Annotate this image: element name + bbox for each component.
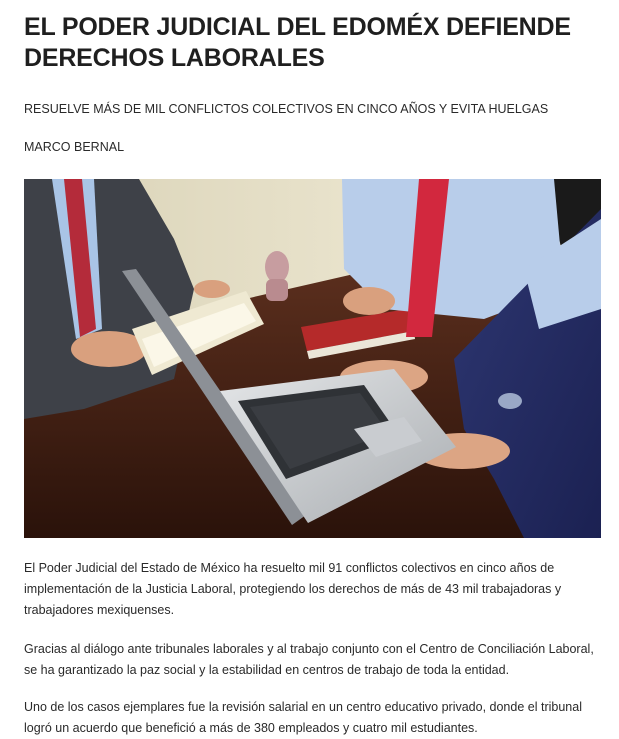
article-author: MARCO BERNAL <box>24 140 125 154</box>
article-body <box>24 558 601 739</box>
article-headline: EL PODER JUDICIAL DEL EDOMÉX DEFIENDE DERECHOS LABORALES <box>24 13 571 72</box>
article-paragraph: Uno de los casos ejemplares fue la revisión salarial en un centro educativo privado, donde el tribunal logró un acuerdo que benefició a más de 380 empleados y cuatro mil estudiantes. <box>24 700 582 735</box>
article-paragraph: Gracias al diálogo ante tribunales laborales y al trabajo conjunto con el Centro de Conciliación Laboral, se ha garantizado la paz social y la estabilidad en centros de trabajo de toda la entidad. <box>24 642 594 677</box>
article <box>24 0 601 739</box>
article-subtitle: RESUELVE MÁS DE MIL CONFLICTOS COLECTIVOS EN CINCO AÑOS Y EVITA HUELGAS <box>24 102 549 116</box>
article-photo <box>24 179 601 538</box>
article-paragraph: El Poder Judicial del Estado de México ha resuelto mil 91 conflictos colectivos en cinco años de implementación de la Justicia Laboral, protegiendo los derechos de más de 43 mil trabajadoras y trabajadores mexiquenses. <box>24 561 562 617</box>
